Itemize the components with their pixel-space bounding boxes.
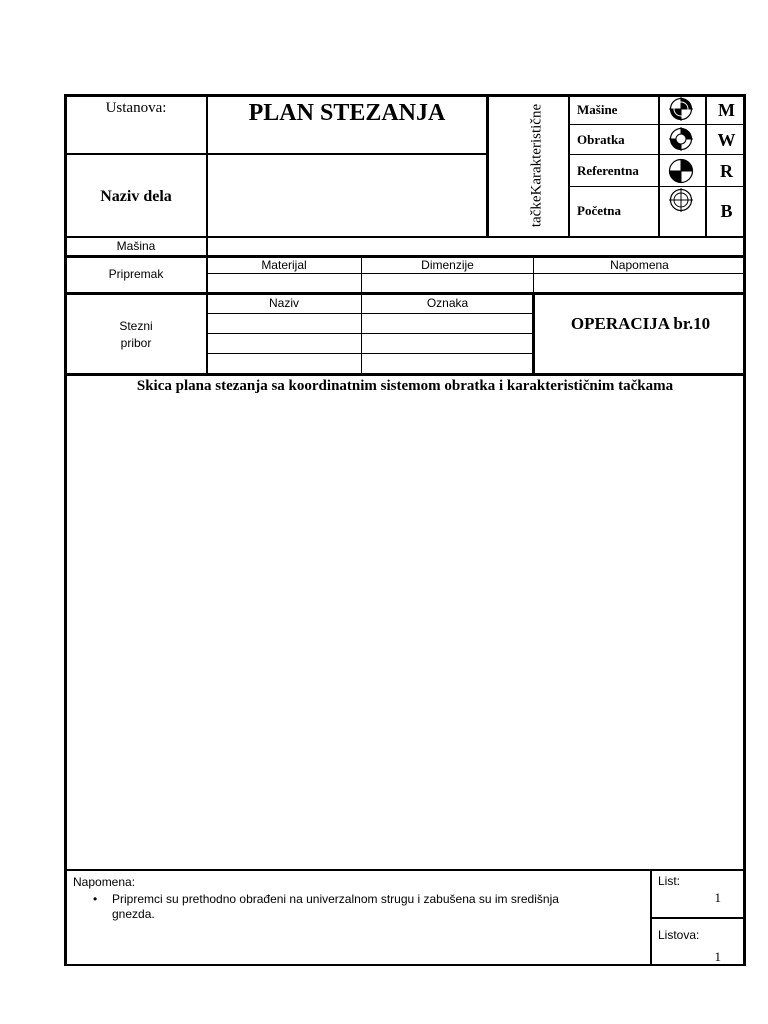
notes-list [68,892,648,922]
legend-code-w: W [717,130,736,150]
bullet-icon: • [93,892,98,906]
divider [651,917,746,919]
note-line-1: Pripremci su prethodno obrađeni na univerzalnom strugu i zabušena su im središnja [112,892,559,906]
legend-label-referentna: Referentna [577,163,639,178]
pripremak-col-napomena: Napomena [610,258,669,272]
divider [658,94,660,238]
note-line-2: gnezda. [112,907,155,921]
operacija-label: OPERACIJA br.10 [570,314,711,333]
legend-code-b: B [720,201,733,221]
sketch-title: Skica plana stezanja sa koordinatnim sistemom obratka i karakterističnim tačkama [136,378,674,394]
stezni-col-oznaka: Oznaka [426,296,469,310]
masina-label: Mašina [116,239,156,253]
pribor-label: pribor [120,336,152,350]
divider [206,236,208,257]
divider [64,153,488,155]
divider [64,373,746,376]
naziv-dela-label: Naziv dela [100,188,172,205]
pripremak-label: Pripremak [108,267,164,281]
pripremak-col-materijal: Materijal [261,258,307,272]
legend-label-masine: Mašine [577,102,618,117]
page-title: PLAN STEZANJA [248,100,446,126]
divider [207,273,745,274]
divider [568,186,746,187]
start-point-icon [669,188,693,212]
napomena-label: Napomena: [73,875,136,889]
divider [64,869,746,871]
list-item [68,907,648,922]
divider [64,236,746,238]
divider [64,292,746,295]
ustanova-label: Ustanova: [105,100,167,116]
reference-point-icon [668,158,694,184]
stezni-label: Stezni [119,319,153,333]
pripremak-col-dimenzije: Dimenzije [421,258,474,272]
divider [568,154,746,155]
list-label: List: [658,874,681,888]
sketch-area [67,400,743,868]
legend-code-m: M [718,100,735,120]
divider [207,353,533,354]
stezni-col-naziv: Naziv [268,296,299,310]
legend-code-r: R [720,161,733,181]
divider [568,124,746,125]
list-value: 1 [714,890,721,905]
legend-label-pocetna: Početna [577,203,622,218]
divider [207,333,533,334]
machine-zero-point-icon [669,97,693,121]
divider [568,94,570,238]
karakteristicne-tacke-label: tačkeKarakteristične [528,103,545,228]
listova-label: Listova: [658,928,700,942]
divider [486,94,489,238]
listova-value: 1 [714,949,721,964]
legend-label-obratka: Obratka [577,132,625,147]
divider [207,313,533,314]
list-item [68,892,648,907]
workpiece-zero-point-icon [669,127,693,151]
